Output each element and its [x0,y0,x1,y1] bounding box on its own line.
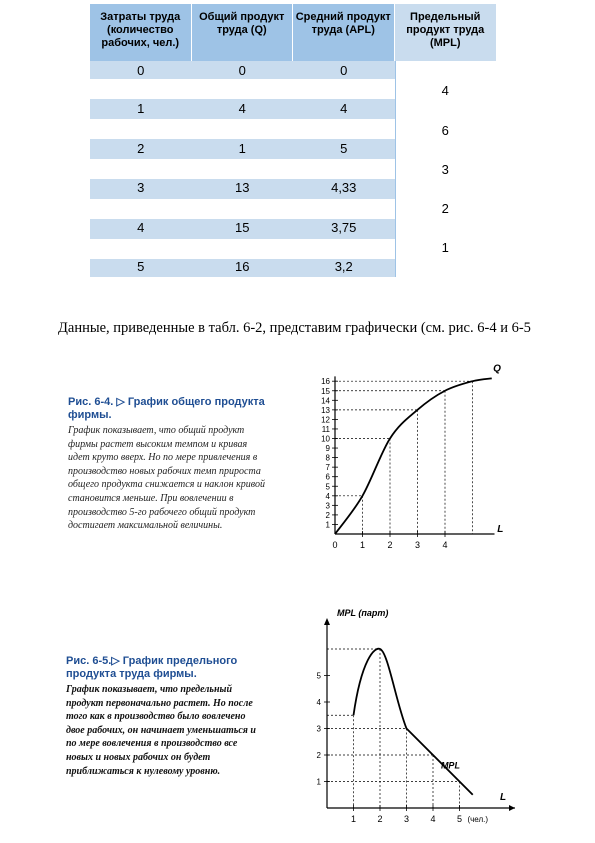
y-tick-label: 4 [316,698,321,707]
header-average-product: Средний продукт труда (APL) [293,4,395,61]
x-tick-label: 3 [403,814,410,824]
total-product-chart [300,362,530,562]
cell-marginal: 3 [441,162,449,177]
curve-label-q: Q [493,363,501,375]
x-axis-unit: (чел.) [467,815,489,824]
y-tick-label: 14 [321,396,330,406]
figure2-caption [66,655,266,778]
x-tick-label: 4 [430,814,436,824]
y-tick-label: 11 [321,424,330,434]
x-axis-label: L [500,792,507,803]
header-labor: Затраты труда (количество рабочих, чел.) [90,4,192,61]
figure1-description: График показывает, что общий продукт фирмы растет высоким темпом и кривая идет круто вверх. Но по мере привлечения в производство новых рабочих темп прироста общего продукта снижается и наклон кривой становится меньше. При вовлечении в производство 5-го рабочего общий продукт достигает максимальной величины. [68,425,266,532]
cell-total: 4 [238,101,246,116]
table-body [90,61,496,277]
cell-labor: 4 [137,220,145,235]
cell-total: 15 [235,220,250,235]
y-tick-label: 3 [316,724,321,734]
cell-labor: 5 [137,259,145,274]
cell-marginal: 4 [441,83,449,98]
cell-total: 13 [235,180,250,195]
y-tick-label: 5 [316,671,321,681]
y-tick-label: 1 [316,777,321,787]
x-tick-label: 5 [456,814,463,824]
curve-label-mpl: MPL [440,760,460,771]
cell-labor: 2 [137,141,145,156]
y-tick-label: 5 [325,482,330,492]
table-header-row [90,4,496,61]
cell-average: 5 [340,141,348,156]
figure2-description: График показывает, что предельный продукт первоначально растет. Но после того как в производство было вовлечено двое рабочих, он начинает уменьшаться и по мере вовлечения в производство все новых и новых рабочих он будет приближаться к нулевому уровню. [66,684,256,777]
y-tick-label: 13 [321,405,330,415]
cell-total: 0 [238,63,246,78]
y-axis-arrow [324,618,330,625]
cell-average: 4 [340,101,348,116]
header-marginal-product: Предельный продукт труда (MPL) [395,4,497,61]
x-tick-label: 2 [377,814,383,824]
cell-labor: 0 [137,63,145,78]
y-tick-label: 10 [321,434,330,444]
y-tick-label: 15 [321,386,330,396]
y-tick-label: 2 [316,751,321,760]
cell-total: 16 [235,259,250,274]
total-product-curve [335,378,492,534]
x-tick-label: 1 [350,814,357,824]
y-tick-label: 8 [325,453,330,463]
cell-total: 1 [238,141,246,156]
cell-marginal: 2 [441,201,449,216]
cell-marginal: 1 [441,240,449,255]
cell-average: 0 [340,63,348,78]
cell-labor: 1 [137,101,145,116]
y-tick-label: 16 [321,377,330,387]
cell-average: 3,75 [331,220,357,235]
figure1-caption [68,396,268,533]
y-tick-label: 7 [325,463,330,473]
x-tick-label: 3 [414,540,421,550]
x-axis-arrow [509,805,515,811]
production-table [90,4,496,277]
y-tick-label: 12 [321,415,330,425]
x-tick-label: 4 [442,540,448,550]
cell-average: 3,2 [334,259,353,274]
y-tick-label: 6 [325,472,330,482]
figure2-title: Рис. 6-5.▷ График предельного продукта труда фирмы. [66,655,238,680]
cell-labor: 3 [137,180,145,195]
x-tick-label: 1 [359,540,366,550]
y-tick-label: 2 [325,510,330,520]
y-tick-label: 1 [325,520,330,530]
marginal-product-curve [354,649,473,795]
cell-marginal: 6 [441,123,449,138]
figure1-title: Рис. 6-4. ▷ График общего продукта фирмы. [68,396,265,421]
cell-average: 4,33 [331,180,357,195]
x-tick-label: 2 [387,540,393,550]
x-tick-label: 0 [332,540,338,550]
y-tick-label: 9 [325,444,330,454]
y-tick-label: 3 [325,501,330,511]
y-tick-label: 4 [325,491,330,501]
y-axis-label: MPL (парт) [337,608,389,618]
header-total-product: Общий продукт труда (Q) [192,4,294,61]
x-axis-label: L [497,524,504,535]
body-paragraph: Данные, приведенные в табл. 6-2, представим графически (см. рис. 6-4 и 6-5 [58,320,531,336]
marginal-product-chart [300,600,530,830]
